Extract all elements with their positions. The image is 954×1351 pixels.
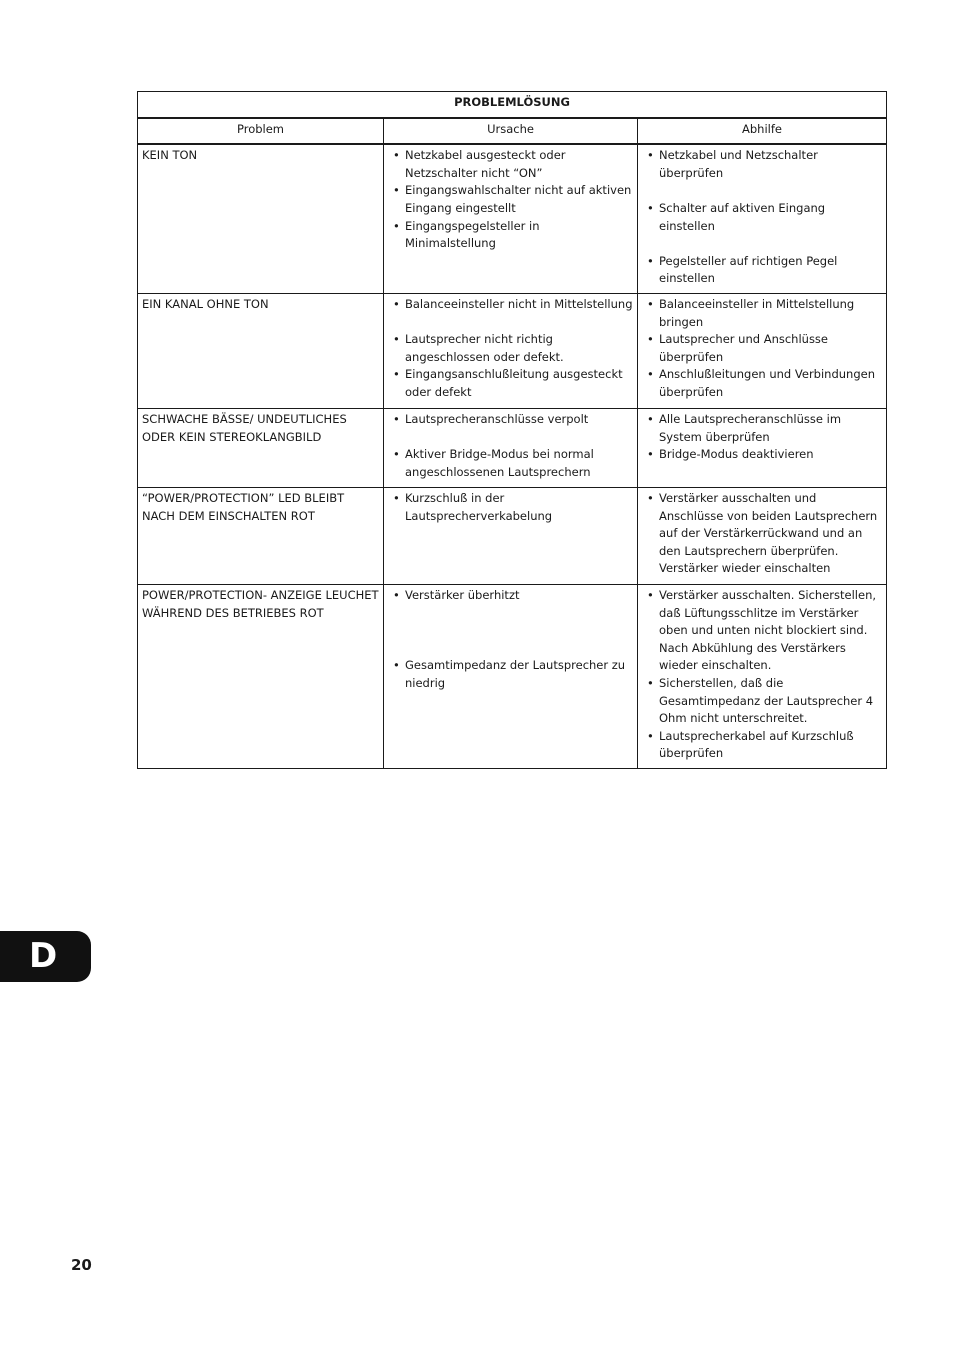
cause-item: • Gesamtimpedanz der Lautsprecher zu niedrig — [388, 657, 633, 692]
remedy-item: • Balanceeinsteller in Mittelstellung bringen — [642, 296, 882, 331]
cause-item: • Balanceeinsteller nicht in Mittelstellung — [388, 296, 633, 314]
remedy-item: • Schalter auf aktiven Eingang einstellen — [642, 200, 882, 235]
remedy-list — [642, 147, 882, 288]
troubleshooting-table — [137, 91, 887, 769]
cause-item: • Aktiver Bridge-Modus bei normal angeschlossenen Lautsprechern — [388, 446, 633, 481]
problem-cell: SCHWACHE BÄSSE/ UNDEUTLICHES ODER KEIN STEREOKLANGBILD — [138, 408, 384, 487]
remedy-list — [642, 296, 882, 402]
remedy-item: • Netzkabel und Netzschalter überprüfen — [642, 147, 882, 182]
remedy-cell — [638, 408, 887, 487]
remedy-item: • Verstärker ausschalten. Sicherstellen, daß Lüftungsschlitze im Verstärker oben und unten nicht blockiert sind. Nach Abkühlung des Verstärkers wieder einschalten. — [642, 587, 882, 675]
remedy-cell — [638, 584, 887, 768]
remedy-item: • Lautsprecherkabel auf Kurzschluß überprüfen — [642, 728, 882, 763]
cause-cell — [384, 408, 638, 487]
language-tab: D — [0, 931, 91, 982]
table-row — [138, 144, 887, 293]
remedy-list — [642, 587, 882, 763]
table-header-row — [138, 118, 887, 145]
remedy-cell — [638, 487, 887, 584]
remedy-cell — [638, 293, 887, 408]
cause-list — [388, 490, 633, 525]
page-number: 20 — [71, 1256, 92, 1274]
cause-cell — [384, 293, 638, 408]
problem-cell: KEIN TON — [138, 144, 384, 293]
header-problem: Problem — [138, 118, 384, 145]
table-title: PROBLEMLÖSUNG — [138, 92, 887, 118]
problem-cell: EIN KANAL OHNE TON — [138, 293, 384, 408]
remedy-item: • Sicherstellen, daß die Gesamtimpedanz der Lautsprecher 4 Ohm nicht unterschreitet. — [642, 675, 882, 728]
cause-cell — [384, 584, 638, 768]
problem-cell: POWER/PROTECTION- ANZEIGE LEUCHET WÄHREND DES BETRIEBES ROT — [138, 584, 384, 768]
cause-item: • Verstärker überhitzt — [388, 587, 633, 605]
cause-list — [388, 147, 633, 253]
cause-item: • Eingangsanschlußleitung ausgesteckt oder defekt — [388, 366, 633, 401]
cause-cell — [384, 487, 638, 584]
cause-item: • Lautsprecheranschlüsse verpolt — [388, 411, 633, 429]
cause-item: • Kurzschluß in der Lautsprecherverkabelung — [388, 490, 633, 525]
remedy-item: • Bridge-Modus deaktivieren — [642, 446, 882, 464]
table-row — [138, 487, 887, 584]
cause-list — [388, 296, 633, 402]
remedy-cell — [638, 144, 887, 293]
cause-item: • Lautsprecher nicht richtig angeschlossen oder defekt. — [388, 331, 633, 366]
remedy-item: • Verstärker ausschalten und Anschlüsse von beiden Lautsprechern auf der Verstärkerrückwand und an den Lautsprechern überprüfen. Verstärker wieder einschalten — [642, 490, 882, 578]
header-remedy: Abhilfe — [638, 118, 887, 145]
problem-cell: “POWER/PROTECTION” LED BLEIBT NACH DEM EINSCHALTEN ROT — [138, 487, 384, 584]
cause-list — [388, 411, 633, 481]
cause-item: • Eingangswahlschalter nicht auf aktiven Eingang eingestellt — [388, 182, 633, 217]
remedy-item: • Anschlußleitungen und Verbindungen überprüfen — [642, 366, 882, 401]
remedy-item: • Lautsprecher und Anschlüsse überprüfen — [642, 331, 882, 366]
cause-cell — [384, 144, 638, 293]
remedy-list — [642, 411, 882, 464]
cause-list — [388, 587, 633, 693]
remedy-item: • Pegelsteller auf richtigen Pegel einstellen — [642, 253, 882, 288]
header-cause: Ursache — [384, 118, 638, 145]
cause-item: • Eingangspegelsteller in Minimalstellung — [388, 218, 633, 253]
remedy-item: • Alle Lautsprecheranschlüsse im System überprüfen — [642, 411, 882, 446]
table-row — [138, 293, 887, 408]
remedy-list — [642, 490, 882, 578]
table-row — [138, 584, 887, 768]
table-title-row — [138, 92, 887, 118]
table-row — [138, 408, 887, 487]
cause-item: • Netzkabel ausgesteckt oder Netzschalter nicht “ON” — [388, 147, 633, 182]
